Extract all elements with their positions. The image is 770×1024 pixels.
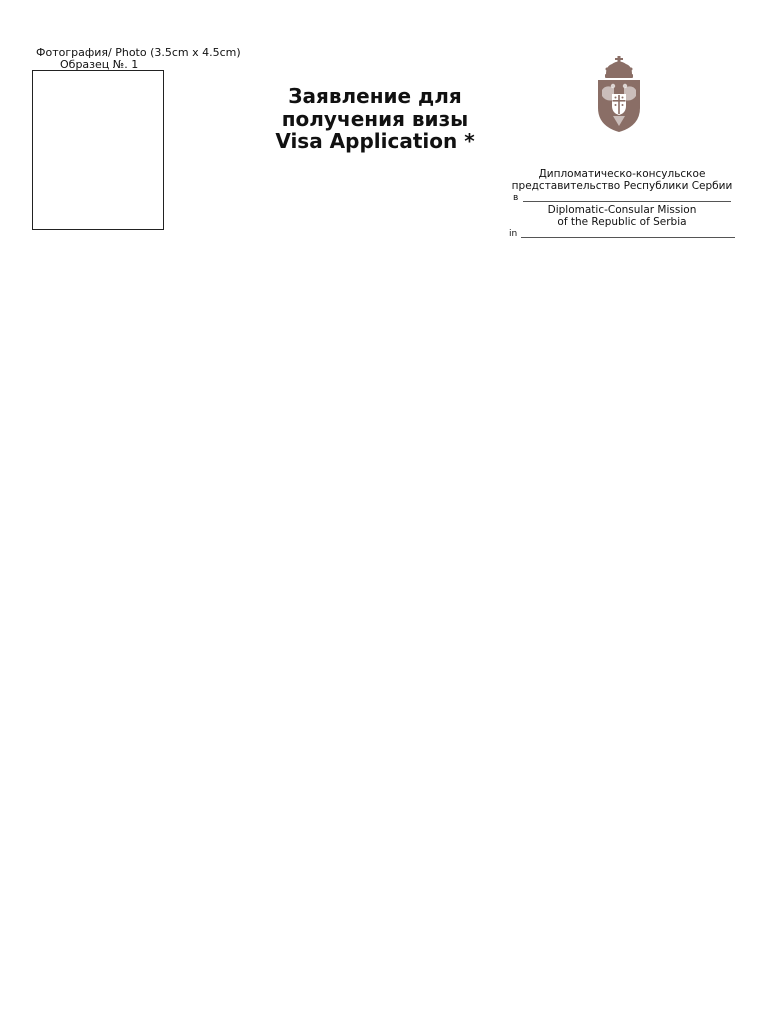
title-line-ru-1: Заявление для	[288, 84, 462, 108]
mission-location-en-field[interactable]	[521, 237, 735, 238]
title-line-ru-2: получения визы	[281, 106, 469, 131]
photo-size-label: Фотография/ Photo (3.5cm x 4.5cm)	[36, 46, 241, 59]
mission-location-ru-prefix: в	[513, 193, 519, 203]
title-line-en: Visa Application *	[275, 129, 475, 153]
page-title	[250, 85, 500, 153]
mission-en-line-2: of the Republic of Serbia	[557, 216, 687, 228]
photo-placeholder-box[interactable]	[32, 70, 164, 230]
photo-caption	[36, 46, 241, 71]
mission-en-line-1: Diplomatic-Consular Mission	[547, 204, 697, 216]
mission-location-ru-row	[505, 192, 739, 204]
mission-block	[505, 168, 739, 240]
mission-location-ru-field[interactable]	[523, 201, 731, 202]
mission-location-en-prefix: in	[509, 229, 518, 239]
mission-location-en-row	[505, 228, 739, 240]
mission-ru-line-1: Дипломатическо-консульское	[538, 168, 706, 180]
photo-sample-label: Образец №. 1	[60, 58, 139, 71]
mission-ru-line-2: представительство Республики Сербии	[511, 180, 733, 192]
serbian-coat-of-arms-icon	[592, 56, 646, 134]
